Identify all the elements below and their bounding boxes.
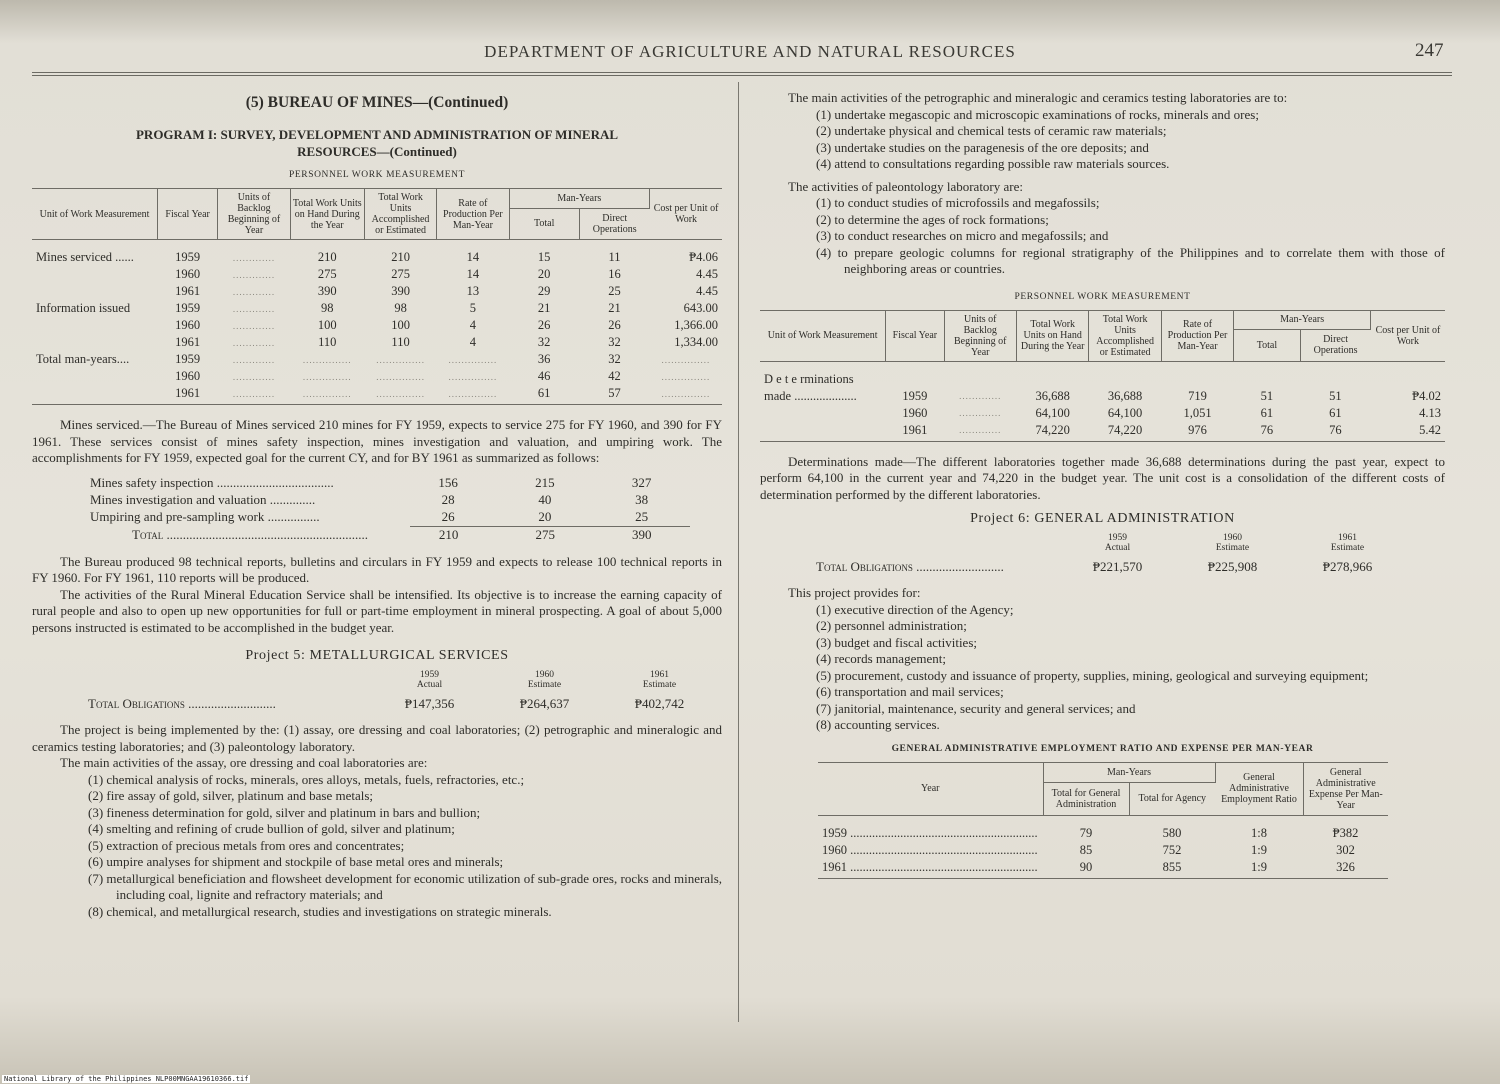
assay-activities-list: [32, 772, 722, 921]
gae-col-year: Year: [818, 762, 1043, 815]
pwm-onhand: 98: [321, 301, 334, 315]
pwm-onhand: [1016, 361, 1088, 388]
pwm-direct: 26: [608, 318, 621, 332]
pwm-accomplished: 98: [394, 301, 407, 315]
p5-col1-year: 1959: [420, 670, 439, 680]
pwm-rate: 976: [1161, 422, 1233, 442]
col-man-years: Man-Years: [509, 189, 650, 209]
right-column: [760, 90, 1445, 879]
p5-col3-kind: Estimate: [642, 680, 677, 690]
list-item: (1) undertake megascopic and microscopic examinations of rocks, minerals and ores;: [816, 106, 1259, 122]
pwm-cost: 4.13: [1419, 405, 1441, 420]
summary-1961: 25: [635, 509, 649, 524]
summary-row: [90, 492, 690, 509]
pwm-row: [32, 385, 722, 405]
pwm-cost: 5.42: [1371, 422, 1445, 442]
pwm-cost-leader: ...............: [661, 354, 711, 365]
para-project5: The project is being implemented by the: (1) assay, ore dressing and coal laboratories; (2) petrographic and mineralogic and ceramics testing laboratories; and (3) paleontology laboratory.: [32, 722, 722, 754]
pwm-onhand: 110: [318, 335, 337, 349]
gae-expense: 302: [1336, 842, 1355, 857]
summary-total-1960: 275: [535, 527, 555, 542]
para-mines-serviced: Mines serviced.—The Bureau of Mines serviced 210 mines for FY 1959, expects to service 275 for FY 1960, and 390 for FY 1961. These services consist of mines safety inspection, mines investigation and valuation, and umpiring work. The accomplishments for FY 1959, expected goal for the current CY, and for BY 1961 as summarized as follows:: [32, 417, 722, 465]
gae-row: [818, 842, 1388, 859]
pwm-onhand: 275: [317, 267, 337, 281]
col-backlog: Units of Backlog Beginning of Year: [944, 310, 1016, 361]
pwm-backlog-leader: .............: [959, 408, 1002, 418]
project5-obligations: [32, 670, 722, 712]
pwm-unit: Total man-years....: [36, 352, 130, 366]
accomplishment-summary: [90, 475, 690, 544]
pwm-total: 36: [537, 352, 551, 366]
pwm-year: 1960: [175, 318, 201, 332]
pwm-direct: 42: [608, 369, 621, 383]
pwm-row: [32, 240, 722, 267]
pwm-backlog-leader: .............: [944, 422, 1016, 442]
p6-value-1961: ₱278,966: [1322, 559, 1373, 574]
para-determinations: Determinations made—The different laboratories together made 36,688 determinations during the past year, expect to perform 64,100 in the current year and 74,220 in the budget year. The unit cost is a consolidation of the different costs of determination performed by the different laboratories.: [760, 453, 1445, 502]
col-accomplished: Total Work Units Accomplished or Estimated: [1089, 310, 1161, 361]
para-reports: The Bureau produced 98 technical reports, bulletins and circulars in FY 1959 and expects to release 100 technical reports in FY 1960. For FY 1961, 110 reports will be produced.: [32, 553, 722, 585]
p6-col2-kind: Estimate: [1215, 543, 1250, 553]
pwm-rate: 5: [469, 301, 476, 315]
pwm-year: 1961: [158, 385, 218, 405]
gae-col-total-ga: Total for General Administration: [1043, 783, 1129, 815]
p6-col3-kind: Estimate: [1330, 543, 1365, 553]
pwm-accomplished: 110: [391, 335, 410, 349]
p5-value-1960: ₱264,637: [519, 696, 570, 711]
col-backlog: Units of Backlog Beginning of Year: [218, 189, 290, 240]
gae-year: 1961 ............................................................: [818, 859, 1043, 879]
pwm-rate-leader: ...............: [448, 371, 498, 382]
list-item: (1) to conduct studies of microfossils and megafossils;: [816, 195, 1100, 210]
list-item: (3) to conduct researches on micro and megafossils; and: [816, 228, 1109, 243]
pwm-year: 1959: [175, 352, 201, 366]
gae-total-ga: 79: [1079, 825, 1093, 840]
pwm-accomplished: 275: [391, 267, 410, 281]
pwm-cost: 4.45: [696, 284, 718, 298]
pwm-accomplished: 74,220: [1089, 422, 1161, 442]
p6-col2-year: 1960: [1223, 533, 1242, 543]
col-direct: Direct Operations: [579, 208, 649, 239]
pwm-onhand: 64,100: [1035, 405, 1070, 420]
list-item: (4) records management;: [816, 651, 946, 666]
pwm-total: 26: [537, 318, 551, 332]
list-item: (6) umpire analyses for shipment and stockpile of base metal ores and minerals;: [88, 854, 504, 869]
pwm-backlog-leader: .............: [232, 337, 276, 348]
col-total: Total: [509, 208, 579, 239]
pwm-direct: 57: [579, 385, 649, 405]
pwm-row: [760, 405, 1445, 422]
col-onhand: Total Work Units on Hand During the Year: [1016, 310, 1088, 361]
pwm-onhand-leader: ...............: [302, 354, 352, 365]
pwm-cost: ₱4.02: [1412, 388, 1441, 403]
pwm-total: 61: [509, 385, 579, 405]
pwm-row: [32, 266, 722, 283]
pwm-unit: [32, 334, 158, 351]
pwm-cost-leader: ...............: [661, 371, 711, 382]
pwm-backlog-leader: .............: [218, 385, 290, 405]
column-divider: [738, 82, 739, 1022]
summary-label: Mines safety inspection ....................................: [90, 475, 334, 490]
summary-total-1961: 390: [631, 527, 652, 542]
pwm-accomplished: [1089, 361, 1161, 388]
gae-total-agency: 752: [1162, 842, 1182, 857]
gae-expense: ₱382: [1332, 825, 1359, 840]
pwm-rate: [1161, 361, 1233, 388]
pwm-accomplished: 64,100: [1107, 405, 1143, 420]
pwm-unit: D e t e rminations: [764, 371, 854, 386]
summary-total-row: [90, 527, 690, 544]
summary-row: [90, 475, 690, 492]
pwm-accomplished-leader: ...............: [376, 371, 425, 382]
list-item: (8) accounting services.: [816, 717, 940, 732]
gae-row: [818, 859, 1388, 879]
pwm-row: [760, 422, 1445, 442]
gae-total-ga: 90: [1043, 859, 1129, 879]
paleo-activities-list: [760, 195, 1445, 278]
pwm-unit: Mines serviced ......: [36, 250, 134, 264]
summary-row: [90, 509, 690, 526]
pwm-year: 1961: [886, 422, 944, 442]
pwm-rate: 14: [466, 250, 480, 264]
gae-ratio: 1:8: [1251, 825, 1267, 840]
project6-obligations: [760, 533, 1445, 575]
p6-total-label: Total Obligations ...........................: [816, 559, 1004, 574]
pwm-row: [760, 388, 1445, 405]
list-item: (1) executive direction of the Agency;: [816, 601, 1014, 617]
pwm-year: 1961: [175, 335, 201, 349]
summary-1960: 20: [538, 509, 552, 524]
list-item: (7) janitorial, maintenance, security and general services; and: [816, 700, 1136, 716]
pwm-year: 1960: [902, 405, 928, 420]
pwm-accomplished: 390: [391, 284, 410, 298]
list-item: (4) to prepare geologic columns for regional stratigraphy of the Philippines and to correlate them with those of neighboring areas or countries.: [816, 244, 1445, 276]
col-unit: Unit of Work Measurement: [760, 310, 886, 361]
p5-col2-year: 1960: [535, 670, 554, 680]
p6-col3-year: 1961: [1338, 533, 1357, 543]
pwm-total: 51: [1260, 388, 1274, 403]
col-fiscal: Fiscal Year: [158, 189, 218, 240]
gae-year: 1960 ............................................................: [822, 842, 1038, 857]
col-total: Total: [1234, 330, 1300, 361]
pwm-total: 20: [537, 267, 551, 281]
pwm-rate-leader: ...............: [448, 354, 498, 365]
list-item: (1) chemical analysis of rocks, minerals, ores alloys, metals, fuels, refractories, etc.;: [88, 771, 525, 787]
list-item: (3) budget and fiscal activities;: [816, 634, 978, 650]
col-rate: Rate of Production Per Man-Year: [437, 189, 509, 240]
col-fiscal: Fiscal Year: [886, 310, 944, 361]
summary-total-1959: 210: [438, 527, 459, 542]
pwm-total: [1234, 361, 1300, 388]
gae-expense: 326: [1303, 859, 1388, 879]
pwm-backlog-leader: .............: [232, 269, 276, 280]
list-item: (2) to determine the ages of rock formations;: [816, 211, 1049, 227]
summary-1961: 38: [635, 492, 649, 507]
pwm-unit: [760, 405, 886, 422]
list-item: (6) transportation and mail services;: [816, 684, 1004, 699]
summary-1959: 156: [438, 475, 458, 490]
col-accomplished: Total Work Units Accomplished or Estimated: [364, 189, 436, 240]
pwm-direct: 32: [608, 352, 621, 366]
pwm-rate: 4: [469, 318, 476, 332]
pwm-total: 32: [537, 335, 551, 349]
pwm-cost-leader: ...............: [650, 385, 722, 405]
ga-activities-list: [760, 602, 1445, 734]
pwm-onhand: 390: [317, 284, 337, 298]
pwm-accomplished-leader: ...............: [364, 385, 436, 405]
pwm-direct: 51: [1329, 388, 1342, 403]
pwm-year: 1959: [175, 250, 201, 264]
list-item: (7) metallurgical beneficiation and flowsheet development for economic utilization of sub-grade ores, rocks and minerals, including coal, lignite and refractory materials; and: [88, 870, 722, 902]
gae-year: 1959 ............................................................: [822, 825, 1038, 840]
pwm-backlog-leader: .............: [232, 371, 276, 382]
gae-col-man-years: Man-Years: [1043, 762, 1215, 783]
pwm-year: 1960: [175, 267, 201, 281]
list-item: (3) fineness determination for gold, silver and platinum in bars and bullion;: [88, 804, 481, 820]
pwm-cost: 1,334.00: [674, 335, 718, 349]
pwm-cost: ₱4.06: [689, 250, 718, 264]
pwm-onhand: 36,688: [1035, 388, 1070, 403]
pwm-unit: [32, 385, 158, 405]
p5-value-1961: ₱402,742: [634, 696, 685, 711]
pwm-row: [32, 300, 722, 317]
summary-label: Mines investigation and valuation ..............: [90, 492, 316, 507]
summary-label: Umpiring and pre-sampling work ................: [90, 509, 320, 524]
pwm-backlog-leader: .............: [959, 391, 1002, 401]
para-rural-education: The activities of the Rural Mineral Education Service shall be intensified. Its objective is to increase the earning capacity of rural people and also to open up new opportunities for full or part-time employment in mineral prospecting. A goal of about 5,000 persons instructed is estimated to be accomplished in the budget year.: [32, 586, 722, 635]
p6-col1-year: 1959: [1108, 533, 1127, 543]
pwm-direct: 32: [608, 335, 621, 349]
list-item: (8) chemical, and metallurgical research, studies and investigations on strategic minerals.: [88, 903, 552, 919]
pwm-unit: [32, 368, 158, 385]
list-item: (2) fire assay of gold, silver, platinum and base metals;: [88, 788, 374, 803]
pwm-backlog-leader: .............: [232, 320, 276, 331]
pwm-direct: 16: [608, 267, 621, 281]
gae-ratio: 1:9: [1215, 859, 1303, 879]
gae-ratio: 1:9: [1251, 842, 1267, 857]
pwm-total: 46: [537, 369, 551, 383]
pwm-unit: [32, 283, 158, 300]
pwm-backlog-leader: .............: [232, 354, 276, 365]
pwm-rate: 719: [1188, 388, 1207, 403]
pwm-year: 1959: [902, 388, 928, 403]
col-unit: Unit of Work Measurement: [32, 189, 158, 240]
p6-value-1960: ₱225,908: [1207, 559, 1258, 574]
summary-1961: 327: [631, 475, 652, 490]
list-item: (5) procurement, custody and issuance of property, supplies, mining, geological and surveying equipment;: [816, 667, 1369, 683]
pwm-backlog-leader: .............: [232, 252, 276, 263]
pwm-table-left: [32, 188, 722, 405]
pwm-rate-leader: ...............: [437, 385, 509, 405]
pwm-row: [32, 334, 722, 351]
col-direct: Direct Operations: [1300, 330, 1370, 361]
pwm-total: 21: [537, 301, 551, 315]
p5-col2-kind: Estimate: [527, 680, 562, 690]
pwm-total: 15: [537, 250, 551, 264]
gae-total-agency: 855: [1129, 859, 1215, 879]
pwm-rate: 1,051: [1183, 405, 1212, 420]
list-item: (4) smelting and refining of crude bullion of gold, silver and platinum;: [88, 821, 455, 836]
pwm-row: [32, 283, 722, 300]
summary-1959: 28: [441, 492, 455, 507]
pwm-onhand: 210: [317, 250, 337, 264]
col-rate: Rate of Production Per Man-Year: [1161, 310, 1233, 361]
summary-1960: 40: [538, 492, 552, 507]
summary-1959: 26: [441, 509, 455, 524]
running-head: DEPARTMENT OF AGRICULTURE AND NATURAL RESOURCES: [484, 42, 1016, 61]
petro-activities-list: [760, 107, 1445, 173]
col-cost: Cost per Unit of Work: [1371, 310, 1445, 361]
summary-1960: 215: [535, 475, 555, 490]
pwm-year: 1960: [175, 369, 201, 383]
list-item: (5) extraction of precious metals from ores and concentrates;: [88, 837, 405, 853]
pwm-onhand-leader: ...............: [302, 371, 352, 382]
pwm-table-right: [760, 310, 1445, 442]
pwm-total: 29: [537, 284, 551, 298]
pwm-year: 1961: [175, 284, 201, 298]
scan-credit: National Library of the Philippines NLP00MNGAA19610366.tif: [4, 1075, 249, 1083]
pwm-accomplished: 100: [391, 318, 410, 332]
p5-col1-kind: Actual: [416, 680, 443, 690]
pwm-cost: 4.45: [696, 267, 718, 281]
left-column: [32, 90, 722, 920]
pwm-onhand: 74,220: [1016, 422, 1088, 442]
header-rule: [32, 72, 1452, 76]
pwm-year: 1959: [175, 301, 201, 315]
pwm-backlog-leader: .............: [232, 303, 276, 314]
section-title: (5) BUREAU OF MINES—(Continued): [245, 94, 509, 111]
p6-col1-kind: Actual: [1104, 543, 1131, 553]
pwm-direct: 76: [1300, 422, 1370, 442]
project5-title: Project 5: METALLURGICAL SERVICES: [245, 648, 509, 663]
page-number: 247: [1415, 40, 1444, 61]
p5-total-label: Total Obligations ...........................: [88, 696, 276, 711]
col-onhand: Total Work Units on Hand During the Year: [290, 189, 364, 240]
p6-value-1959: ₱221,570: [1092, 559, 1143, 574]
pwm-year: [886, 361, 944, 388]
pwm-cost: 1,366.00: [674, 318, 718, 332]
gae-col-expense: General Administrative Expense Per Man-Year: [1303, 762, 1388, 815]
para-petrographic: The main activities of the petrographic and mineralogic and ceramics testing laboratories are to:: [788, 90, 1288, 105]
col-man-years: Man-Years: [1234, 310, 1371, 330]
p5-col3-year: 1961: [650, 670, 669, 680]
pwm-direct: 21: [608, 301, 621, 315]
para-assay: The main activities of the assay, ore dressing and coal laboratories are:: [60, 755, 428, 770]
pwm-row: [32, 368, 722, 385]
para-project6: This project provides for:: [788, 585, 921, 600]
pwm-direct: [1300, 361, 1370, 388]
pwm-direct: 25: [608, 284, 621, 298]
gae-table: [818, 762, 1388, 879]
pwm-row: [760, 361, 1445, 388]
program-title: PROGRAM I: SURVEY, DEVELOPMENT AND ADMINISTRATION OF MINERAL RESOURCES—(Continued): [135, 127, 619, 159]
list-item: (4) attend to consultations regarding possible raw materials sources.: [816, 156, 1170, 171]
gae-col-total-agency: Total for Agency: [1129, 783, 1215, 815]
project6-title: Project 6: GENERAL ADMINISTRATION: [970, 511, 1235, 526]
pwm-backlog-leader: .............: [232, 286, 276, 297]
pwm-unit: [760, 422, 886, 442]
gae-col-ratio: General Administrative Employment Ratio: [1215, 762, 1303, 815]
gae-row: [818, 815, 1388, 842]
p5-value-1959: ₱147,356: [404, 696, 455, 711]
pwm-accomplished: 36,688: [1107, 388, 1143, 403]
pwm-rate: 4: [469, 335, 476, 349]
pwm-onhand: 100: [317, 318, 337, 332]
pwm-cost: 643.00: [683, 301, 718, 315]
pwm-unit: Information issued: [36, 301, 131, 315]
pwm-direct: 61: [1329, 405, 1342, 420]
pwm-total: 61: [1260, 405, 1274, 420]
list-item: (2) undertake physical and chemical tests of ceramic raw materials;: [816, 123, 1167, 138]
gae-total-ga: 85: [1079, 842, 1093, 857]
pwm-rate: 13: [466, 284, 480, 298]
pwm-unit: made ....................: [764, 388, 857, 403]
pwm-total: 76: [1234, 422, 1300, 442]
col-cost: Cost per Unit of Work: [650, 189, 722, 240]
pwm-cost: [1371, 361, 1445, 388]
gae-total-agency: 580: [1162, 825, 1182, 840]
pwm-direct: 11: [608, 250, 621, 264]
summary-total-label: Total ..............................................................: [132, 527, 368, 542]
gae-caption: GENERAL ADMINISTRATIVE EMPLOYMENT RATIO AND EXPENSE PER MAN-YEAR: [891, 743, 1314, 754]
pwm-onhand-leader: ...............: [290, 385, 364, 405]
pwm-accomplished-leader: ...............: [376, 354, 425, 365]
pwm-row: [32, 317, 722, 334]
pwm-backlog-leader: [944, 361, 1016, 388]
pwm-rate: 14: [466, 267, 480, 281]
list-item: (2) personnel administration;: [816, 618, 967, 633]
pwm-accomplished: 210: [391, 250, 410, 264]
para-paleontology: The activities of paleontology laboratory are:: [788, 178, 1023, 194]
pwm-unit: [32, 317, 158, 334]
list-item: (3) undertake studies on the paragenesis of the ore deposits; and: [816, 139, 1149, 155]
pwm-row: [32, 351, 722, 368]
pwm-caption-right: PERSONNEL WORK MEASUREMENT: [1014, 291, 1191, 302]
pwm-caption-left: PERSONNEL WORK MEASUREMENT: [288, 170, 466, 180]
pwm-unit: [32, 266, 158, 283]
